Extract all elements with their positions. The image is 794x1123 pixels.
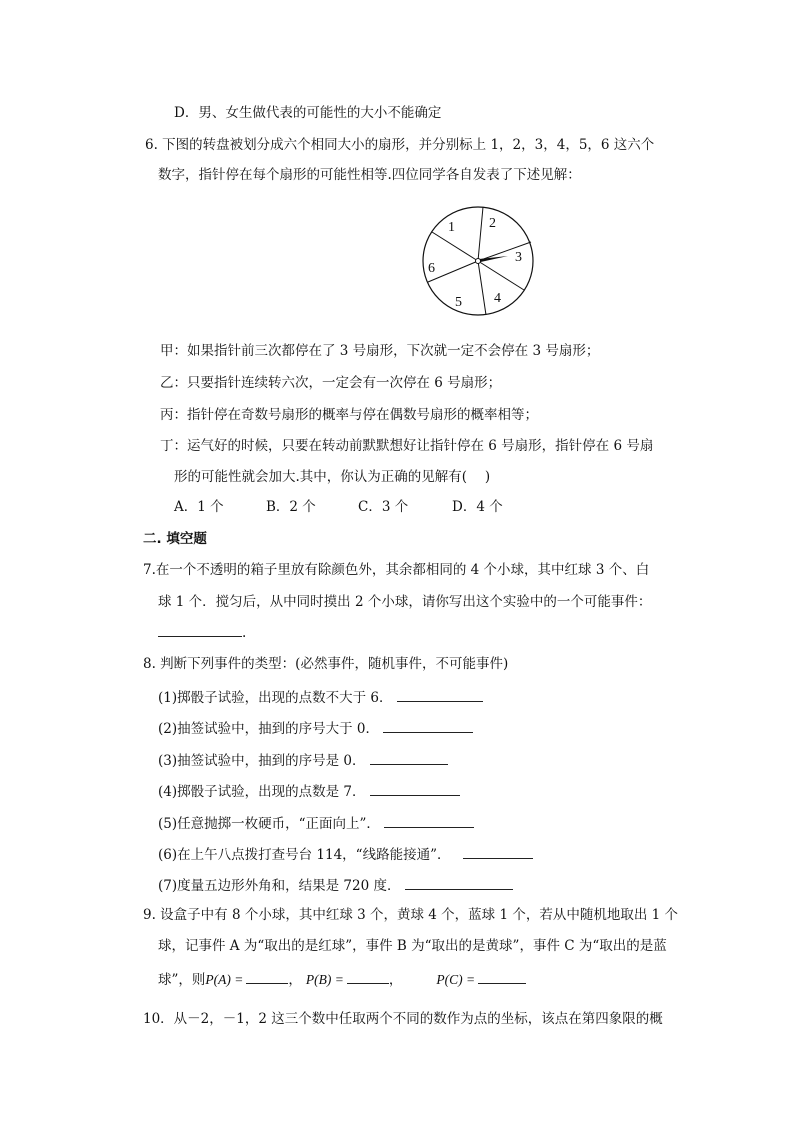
q8-answer-blank-1[interactable] bbox=[397, 687, 483, 702]
q9-text-line2: 球，记事件 A 为“取出的是红球”，事件 B 为“取出的是黄球”，事件 C 为“取出的是蓝 bbox=[158, 938, 667, 954]
sector-divider bbox=[478, 207, 483, 261]
q8-item-4-text: (4)掷骰子试验，出现的点数是 7． bbox=[158, 784, 366, 800]
q8-item-7 bbox=[158, 875, 513, 895]
q9-pa-blank[interactable] bbox=[246, 969, 288, 984]
q8-answer-blank-6[interactable] bbox=[463, 844, 533, 859]
q6-view-jia: 甲：如果指针前三次都停在了 3 号扇形，下次就一定不会停在 3 号扇形； bbox=[160, 343, 600, 359]
q8-item-3-text: (3)抽签试验中，抽到的序号是 0． bbox=[158, 753, 366, 769]
sector-label-2: 2 bbox=[489, 216, 496, 231]
q9-answer-prefix: 球”，则 bbox=[158, 972, 206, 988]
q6-view-ding-line2: 形的可能性就会加大.其中，你认为正确的见解有( ) bbox=[174, 469, 491, 485]
q6-option-a: A．1 个 bbox=[174, 499, 224, 515]
q6-text-line2: 数字，指针停在每个扇形的可能性相等.四位同学各自发表了下述见解： bbox=[158, 167, 581, 183]
q7-period: . bbox=[242, 625, 247, 641]
sector-divider bbox=[428, 261, 478, 282]
q9-pb-label: P(B) = bbox=[305, 972, 344, 987]
q8-item-5-text: (5)任意抛掷一枚硬币，“正面向上”． bbox=[158, 816, 380, 832]
sector-label-3: 3 bbox=[515, 250, 522, 265]
q7-answer-row bbox=[158, 622, 246, 642]
sector-label-6: 6 bbox=[428, 261, 435, 276]
q8-intro: 8. 判断下列事件的类型：(必然事件，随机事件，不可能事件) bbox=[143, 656, 509, 672]
sector-label-5: 5 bbox=[455, 295, 462, 310]
q9-text-line1: 9. 设盒子中有 8 个小球，其中红球 3 个，黄球 4 个，蓝球 1 个，若从中随机地取出 1 个 bbox=[143, 907, 679, 923]
q8-item-3 bbox=[158, 750, 448, 770]
q7-answer-blank[interactable] bbox=[158, 622, 242, 637]
q8-item-7-text: (7)度量五边形外角和，结果是 720 度． bbox=[158, 878, 401, 894]
q7-text-line2: 球 1 个．搅匀后，从中同时摸出 2 个小球，请你写出这个实验中的一个可能事件： bbox=[158, 594, 652, 610]
q8-item-4 bbox=[158, 781, 460, 801]
q6-view-bing: 丙：指针停在奇数号扇形的概率与停在偶数号扇形的概率相等； bbox=[160, 407, 538, 423]
q9-pa-label: P(A) = bbox=[205, 972, 244, 987]
q7-text-line1: 7.在一个不透明的箱子里放有除颜色外，其余都相同的 4 个小球，其中红球 3 个、白 bbox=[143, 562, 650, 578]
q8-item-6-text: (6)在上午八点拨打查号台 114，“线路能接通”． bbox=[158, 847, 451, 863]
sector-divider bbox=[478, 261, 486, 315]
q6-view-ding-line1: 丁：运气好的时候，只要在转动前默默想好让指针停在 6 号扇形，指针停在 6 号扇 bbox=[160, 438, 654, 454]
q6-text-line1: 6. 下图的转盘被划分成六个相同大小的扇形，并分别标上 1，2，3，4，5，6 这六个 bbox=[145, 137, 655, 153]
section-title: 二. 填空题 bbox=[143, 531, 207, 547]
q9-comma-2: ， bbox=[388, 972, 403, 988]
q9-pb-blank[interactable] bbox=[347, 969, 389, 984]
sector-divider bbox=[432, 232, 478, 261]
q8-item-2 bbox=[158, 718, 473, 738]
q6-option-d: D．4 个 bbox=[452, 499, 503, 515]
q9-pc-label: P(C) = bbox=[436, 972, 476, 987]
q6-option-c: C．3 个 bbox=[358, 499, 409, 515]
q8-answer-blank-5[interactable] bbox=[384, 813, 474, 828]
sector-label-1: 1 bbox=[448, 220, 455, 235]
q8-answer-blank-2[interactable] bbox=[383, 718, 473, 733]
q10-text-line1: 10．从－2，－1，2 这三个数中任取两个不同的数作为点的坐标，该点在第四象限的概 bbox=[143, 1011, 663, 1027]
q8-item-2-text: (2)抽签试验中，抽到的序号大于 0． bbox=[158, 721, 380, 737]
q9-answer-row bbox=[158, 969, 526, 989]
sector-label-4: 4 bbox=[494, 291, 501, 306]
q8-answer-blank-4[interactable] bbox=[370, 781, 460, 796]
q8-item-5 bbox=[158, 813, 474, 833]
spinner-wheel bbox=[418, 202, 542, 322]
sector-divider bbox=[478, 261, 524, 290]
q8-answer-blank-7[interactable] bbox=[405, 875, 513, 890]
q9-comma-1: ， bbox=[288, 972, 302, 988]
q8-item-1 bbox=[158, 687, 483, 707]
q8-item-6 bbox=[158, 844, 533, 864]
q6-view-yi: 乙：只要指针连续转六次，一定会有一次停在 6 号扇形； bbox=[160, 375, 502, 391]
q5-option-d: D．男、女生做代表的可能性的大小不能确定 bbox=[174, 105, 442, 121]
sector-divider bbox=[478, 242, 531, 261]
q8-item-1-text: (1)掷骰子试验，出现的点数不大于 6． bbox=[158, 690, 393, 706]
q9-pc-blank[interactable] bbox=[478, 969, 526, 984]
pointer-pivot bbox=[476, 259, 481, 264]
q8-answer-blank-3[interactable] bbox=[370, 750, 448, 765]
q6-option-b: B．2 个 bbox=[266, 499, 316, 515]
